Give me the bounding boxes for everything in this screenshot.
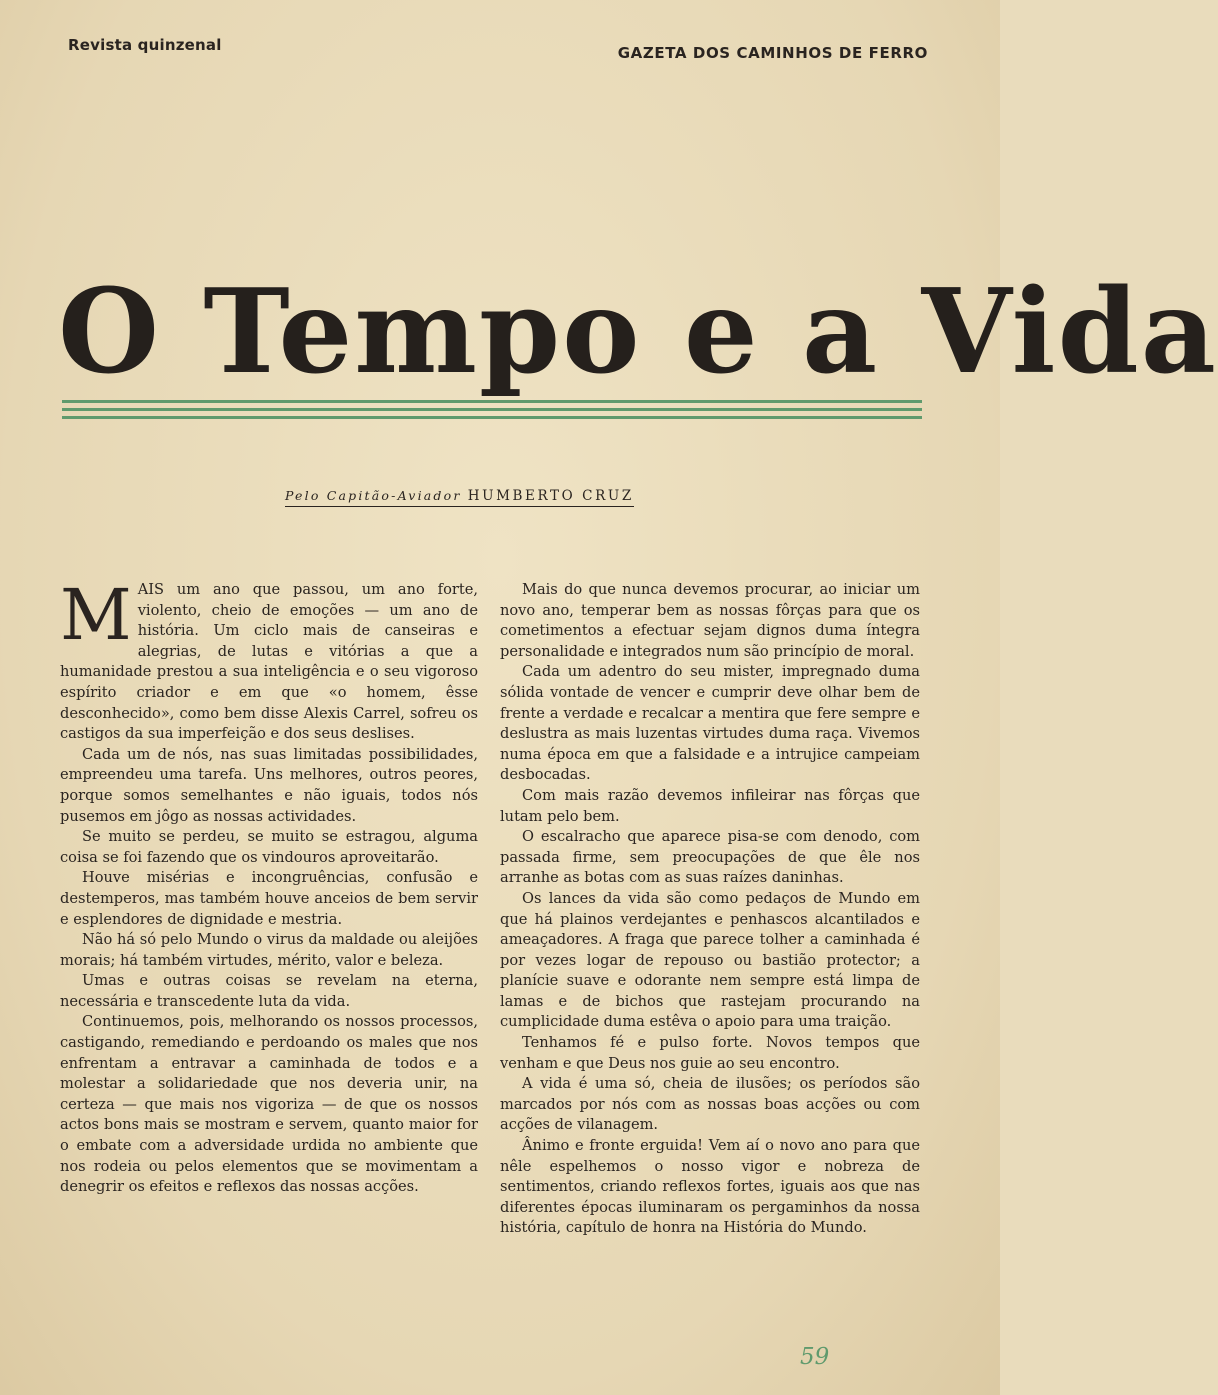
paragraph: Com mais razão devemos infileirar nas fôrças que lutam pelo bem. (500, 786, 920, 825)
byline (285, 488, 634, 507)
paragraph: Cada um de nós, nas suas limitadas possibilidades, empreendeu uma tarefa. Uns melhores, outros peores, porque somos semelhantes e não iguais, todos nós pusemos em jôgo as nossas actividades. (60, 745, 478, 825)
drop-cap: M (60, 574, 132, 656)
page-number: 59 (800, 1344, 830, 1370)
paragraph: MAIS um ano que passou, um ano forte, violento, cheio de emoções — um ano de história. Um ciclo mais de canseiras e alegrias, de lutas e vitórias a que a humanidade prestou a sua inteligência e o seu vigoroso espírito criador e em que «o homem, êsse desconhecido», como bem disse Alexis Carrel, sofreu os castigos da sua imperfeição e dos seus deslises. (60, 574, 478, 743)
left-column (60, 574, 478, 1198)
paragraph: Houve misérias e incongruências, confusão e destemperos, mas também houve anceios de bem servir e esplendores de dignidade e mestria. (60, 869, 478, 928)
paragraph: Tenhamos fé e pulso forte. Novos tempos que venham e que Deus nos guie ao seu encontro. (500, 1034, 920, 1072)
title-underline-rules (62, 400, 922, 422)
paragraph: Se muito se perdeu, se muito se estragou, alguma coisa se foi fazendo que os vindouros aproveitarão. (60, 828, 478, 866)
author-name: HUMBERTO CRUZ (467, 488, 634, 504)
running-header-right: GAZETA DOS CAMINHOS DE FERRO (617, 44, 928, 62)
paragraph: O escalracho que aparece pisa-se com denodo, com passada firme, sem preocupações de que êle nos arranhe as botas com as suas raízes daninhas. (500, 828, 920, 887)
bleed-through-shadow (60, 110, 940, 210)
right-column (500, 580, 920, 1239)
paragraph: Umas e outras coisas se revelam na eterna, necessária e transcedente luta da vida. (60, 972, 478, 1010)
rule-line (62, 408, 922, 411)
paragraph: Mais do que nunca devemos procurar, ao iniciar um novo ano, temperar bem as nossas fôrças para que os cometimentos a efectuar sejam dignos duma íntegra personalidade e integrados num são princípio de moral. (500, 581, 920, 660)
paragraph: Cada um adentro do seu mister, impregnado duma sólida vontade de vencer e cumprir deve olhar bem de frente a verdade e recalcar a mentira que fere sempre e deslustra as mais luzentas virtudes duma raça. Vivemos numa época em que a falsidade e a intrujice campeiam desbocadas. (500, 663, 920, 784)
paragraph: Os lances da vida são como pedaços de Mundo em que há plainos verdejantes e penhascos alcantilados e ameaçadores. A fraga que parece tolher a caminhada é por vezes logar de repouso ou bastião protector; a planície suave e odorante nem sempre está limpa de lamas e de bichos que rastejam procurando na cumplicidade duma estêva o apoio para uma traição. (500, 889, 920, 1031)
rule-line (62, 416, 922, 419)
paragraph: A vida é uma só, cheia de ilusões; os períodos são marcados por nós com as nossas boas acções ou com acções de vilanagem. (500, 1075, 920, 1134)
byline-prefix: Pelo Capitão-Aviador (285, 488, 462, 503)
running-header-left: Revista quinzenal (68, 36, 222, 54)
paragraph: Continuemos, pois, melhorando os nossos processos, castigando, remediando e perdoando os males que nos enfrentam a entravar a caminhada de todos e a molestar a solidariedade que nos deveria unir, na certeza — que mais nos vigoriza — de que os nossos actos bons mais se mostram e servem, quanto maior for o embate com a adversidade urdida no ambiente que nos rodeia ou pelos elementos que se movimentam a denegrir os efeitos e reflexos das nossas acções. (60, 1013, 478, 1196)
paragraph: Não há só pelo Mundo o virus da maldade ou aleijões morais; há também virtudes, mérito, valor e beleza. (60, 931, 478, 969)
article-title: O Tempo e a Vida (58, 264, 1218, 400)
rule-line (62, 400, 922, 403)
paragraph: Ânimo e fronte erguida! Vem aí o novo ano para que nêle espelhemos o nosso vigor e nobreza de sentimentos, criando reflexos fortes, iguais aos que nas diferentes épocas iluminaram os pergaminhos da nossa história, capítulo de honra na História do Mundo. (500, 1137, 920, 1237)
